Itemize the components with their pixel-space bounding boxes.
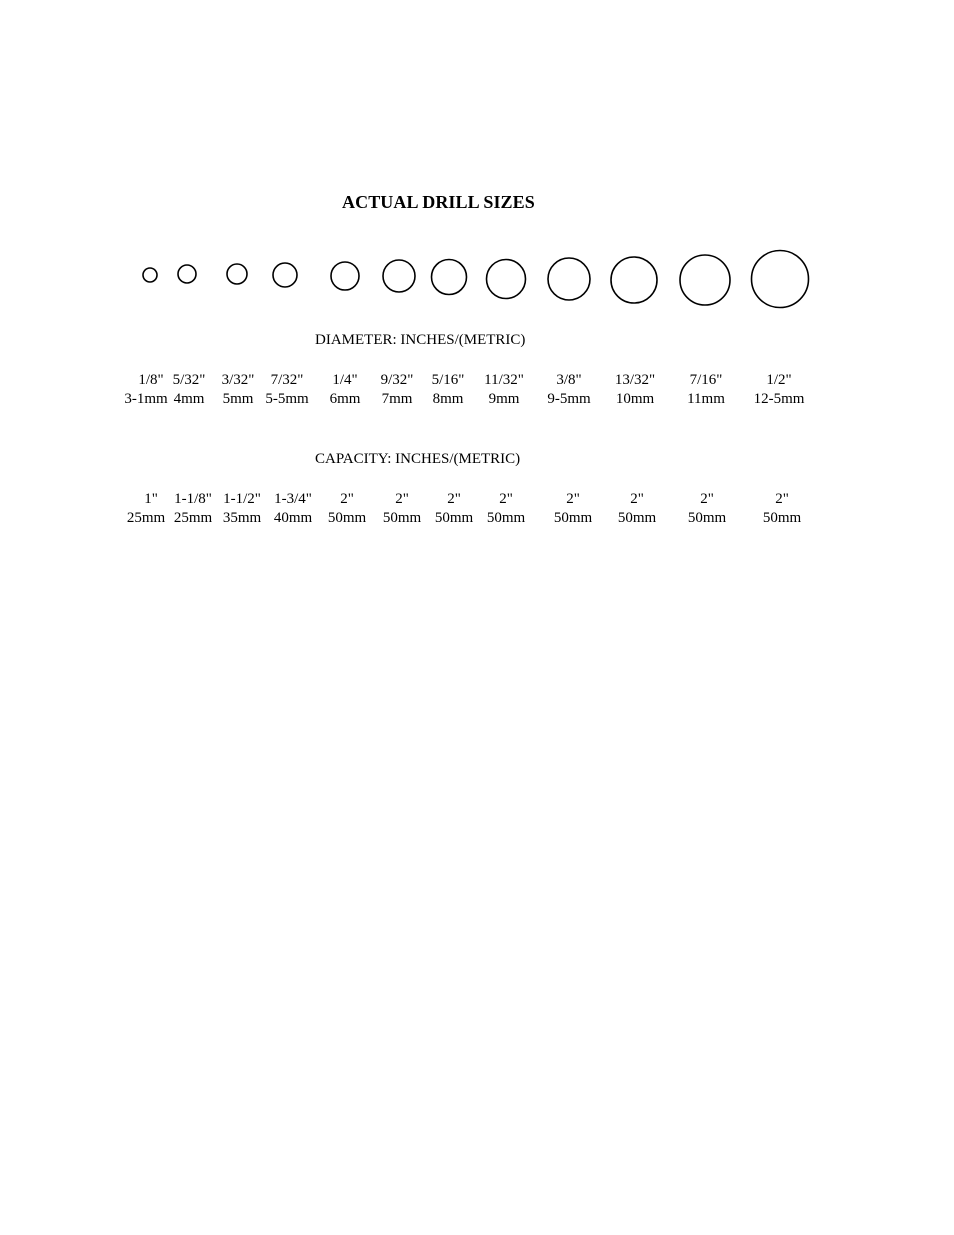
- capacity-metric: 25mm: [126, 510, 166, 526]
- drill-circle-11: [680, 255, 730, 305]
- drill-size-circles: [0, 240, 954, 320]
- capacity-cell: [174, 490, 212, 528]
- drill-circle-10: [611, 257, 657, 303]
- drill-circle-5: [331, 262, 359, 290]
- capacity-cell: [328, 490, 366, 528]
- diameter-metric: 5-5mm: [265, 391, 309, 407]
- capacity-inch: 1-1/8": [174, 491, 212, 507]
- capacity-metric: 40mm: [273, 510, 313, 526]
- diameter-cell: [687, 371, 725, 409]
- diameter-cell: [124, 371, 167, 409]
- diameter-metric: 11mm: [687, 391, 725, 407]
- diameter-metric: 7mm: [381, 391, 413, 407]
- capacity-metric: 25mm: [173, 510, 213, 526]
- diameter-cell: [615, 371, 655, 409]
- capacity-inch: 2": [566, 491, 580, 507]
- diameter-inch: 11/32": [484, 372, 524, 388]
- diameter-inch: 1/4": [332, 372, 358, 388]
- diameter-metric: 3-1mm: [124, 391, 168, 407]
- diameter-cell: [173, 371, 206, 409]
- capacity-cell: [223, 490, 261, 528]
- diameter-cell: [432, 371, 465, 409]
- capacity-inch: 2": [447, 491, 461, 507]
- drill-circle-3: [227, 264, 247, 284]
- diameter-inch: 1/2": [766, 372, 792, 388]
- diameter-metric: 9-5mm: [547, 391, 591, 407]
- capacity-cell: [435, 490, 473, 528]
- capacity-inch: 2": [630, 491, 644, 507]
- capacity-metric: 50mm: [382, 510, 422, 526]
- drill-circle-7: [432, 260, 467, 295]
- capacity-metric: 50mm: [687, 510, 727, 526]
- capacity-cell: [383, 490, 421, 528]
- diameter-cell: [754, 371, 805, 409]
- drill-circle-6: [383, 260, 415, 292]
- capacity-inch: 1-3/4": [274, 491, 312, 507]
- diameter-metric: 4mm: [173, 391, 205, 407]
- capacity-inch: 1-1/2": [223, 491, 261, 507]
- capacity-cell: [274, 490, 312, 528]
- capacity-label: CAPACITY: INCHES/(METRIC): [315, 451, 521, 467]
- drill-circle-4: [273, 263, 297, 287]
- diameter-metric: 9mm: [488, 391, 520, 407]
- capacity-inch: 2": [499, 491, 513, 507]
- drill-circle-2: [178, 265, 196, 283]
- capacity-metric: 50mm: [553, 510, 593, 526]
- drill-circle-12: [752, 251, 809, 308]
- capacity-metric: 50mm: [617, 510, 657, 526]
- diameter-inch: 7/32": [270, 372, 304, 388]
- capacity-metric: 50mm: [486, 510, 526, 526]
- capacity-cell: [688, 490, 726, 528]
- drill-circle-8: [487, 260, 526, 299]
- diameter-inch: 3/8": [556, 372, 582, 388]
- capacity-inch: 2": [700, 491, 714, 507]
- diameter-metric: 5mm: [222, 391, 254, 407]
- diameter-metric: 10mm: [615, 391, 655, 407]
- capacity-inch: 1": [144, 491, 158, 507]
- diameter-metric: 8mm: [432, 391, 464, 407]
- diameter-inch: 13/32": [614, 372, 656, 388]
- diameter-inch: 5/32": [172, 372, 206, 388]
- capacity-cell: [763, 490, 801, 528]
- diameter-cell: [547, 371, 590, 409]
- diameter-inch: 5/16": [431, 372, 465, 388]
- diameter-metric: 12-5mm: [753, 391, 805, 407]
- diameter-inch: 9/32": [380, 372, 414, 388]
- capacity-cell: [554, 490, 592, 528]
- diameter-cell: [484, 371, 524, 409]
- diameter-cell: [222, 371, 255, 409]
- page-title: ACTUAL DRILL SIZES: [342, 192, 535, 212]
- capacity-metric: 50mm: [434, 510, 474, 526]
- diameter-inch: 1/8": [138, 372, 164, 388]
- capacity-metric: 50mm: [327, 510, 367, 526]
- capacity-inch: 2": [775, 491, 789, 507]
- diameter-cell: [265, 371, 308, 409]
- capacity-cell: [487, 490, 525, 528]
- diameter-cell: [330, 371, 361, 409]
- diameter-label: DIAMETER: INCHES/(METRIC): [315, 332, 526, 348]
- capacity-inch: 2": [340, 491, 354, 507]
- diameter-metric: 6mm: [329, 391, 361, 407]
- capacity-cell: [127, 490, 165, 528]
- diameter-inch: 7/16": [689, 372, 723, 388]
- capacity-metric: 35mm: [222, 510, 262, 526]
- diameter-inch: 3/32": [221, 372, 255, 388]
- capacity-cell: [618, 490, 656, 528]
- drill-circle-9: [548, 258, 590, 300]
- diameter-cell: [381, 371, 414, 409]
- capacity-metric: 50mm: [762, 510, 802, 526]
- capacity-inch: 2": [395, 491, 409, 507]
- drill-circle-1: [143, 268, 157, 282]
